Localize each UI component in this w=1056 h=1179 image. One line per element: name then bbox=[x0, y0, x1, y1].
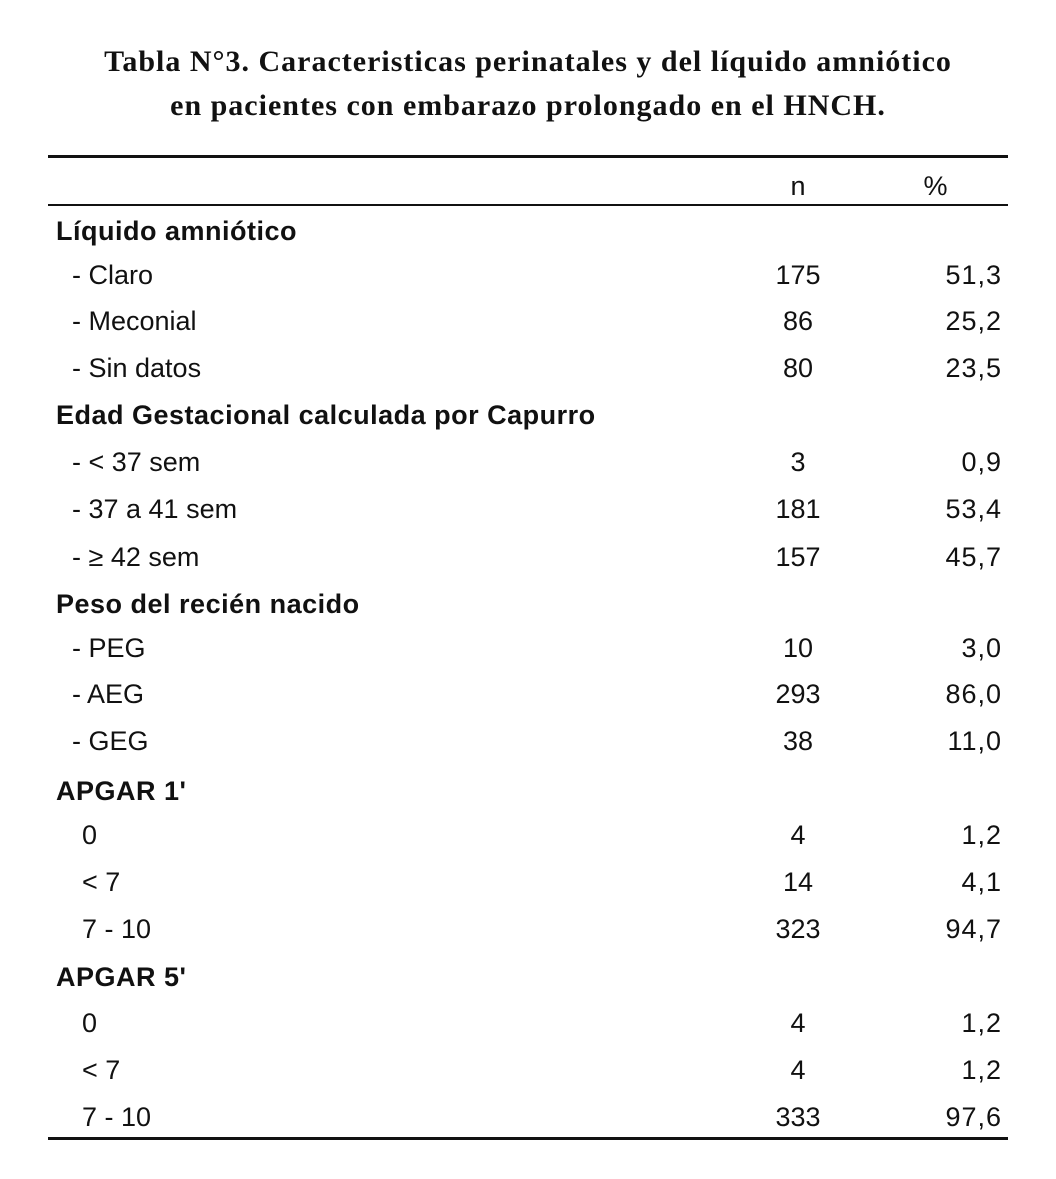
row-n: 4 bbox=[790, 1008, 806, 1038]
section-label: Peso del recién nacido bbox=[56, 589, 360, 619]
row-label: 7 - 10 bbox=[82, 914, 152, 944]
table-header-row bbox=[0, 166, 1056, 206]
row-n: 14 bbox=[782, 867, 814, 897]
section-row-apgar-5 bbox=[0, 957, 1056, 997]
row-percent: 86,0 bbox=[945, 679, 1002, 709]
row-label: 7 - 10 bbox=[82, 1102, 152, 1132]
row-label: - PEG bbox=[72, 633, 146, 663]
column-header-n: n bbox=[790, 171, 806, 201]
row-n: 323 bbox=[775, 914, 821, 944]
row-label: - Sin datos bbox=[72, 353, 202, 383]
table-row bbox=[0, 674, 1056, 714]
row-percent: 3,0 bbox=[961, 633, 1002, 663]
row-n: 293 bbox=[775, 679, 821, 709]
row-percent: 0,9 bbox=[961, 447, 1002, 477]
table-row bbox=[0, 815, 1056, 855]
table-top-rule bbox=[48, 155, 1008, 158]
section-label: Edad Gestacional calculada por Capurro bbox=[56, 400, 596, 430]
table-row bbox=[0, 442, 1056, 482]
row-label: - Meconial bbox=[72, 306, 197, 336]
row-label: 0 bbox=[82, 1008, 98, 1038]
table-row bbox=[0, 348, 1056, 388]
row-percent: 1,2 bbox=[961, 1055, 1002, 1085]
table-title-line-1: Tabla N°3. Caracteristicas perinatales y del líquido amniótico bbox=[104, 45, 952, 78]
row-percent: 1,2 bbox=[961, 1008, 1002, 1038]
row-percent: 53,4 bbox=[945, 494, 1002, 524]
row-percent: 97,6 bbox=[945, 1102, 1002, 1132]
row-label: < 7 bbox=[82, 1055, 121, 1085]
row-percent: 4,1 bbox=[961, 867, 1002, 897]
row-label: 0 bbox=[82, 820, 98, 850]
row-percent: 11,0 bbox=[947, 726, 1002, 756]
row-n: 38 bbox=[782, 726, 814, 756]
table-row bbox=[0, 628, 1056, 668]
row-label: - 37 a 41 sem bbox=[72, 494, 238, 524]
row-percent: 45,7 bbox=[945, 542, 1002, 572]
section-label: Líquido amniótico bbox=[56, 216, 297, 246]
column-header-percent: % bbox=[923, 171, 949, 201]
row-n: 175 bbox=[775, 260, 821, 290]
row-percent: 94,7 bbox=[945, 914, 1002, 944]
table-row bbox=[0, 909, 1056, 949]
row-n: 333 bbox=[775, 1102, 821, 1132]
row-label: < 7 bbox=[82, 867, 121, 897]
section-label: APGAR 1' bbox=[56, 776, 187, 806]
row-n: 86 bbox=[782, 306, 814, 336]
table-row bbox=[0, 489, 1056, 529]
table-row bbox=[0, 1097, 1056, 1137]
section-row-apgar-1 bbox=[0, 771, 1056, 811]
row-n: 4 bbox=[790, 1055, 806, 1085]
table-row bbox=[0, 1003, 1056, 1043]
row-percent: 1,2 bbox=[961, 820, 1002, 850]
section-row-edad-gestacional bbox=[0, 395, 1056, 435]
row-label: - AEG bbox=[72, 679, 145, 709]
row-n: 4 bbox=[790, 820, 806, 850]
table-row bbox=[0, 1050, 1056, 1090]
section-row-peso-recien-nacido bbox=[0, 584, 1056, 624]
row-n: 80 bbox=[782, 353, 814, 383]
row-n: 157 bbox=[775, 542, 821, 572]
table-row bbox=[0, 862, 1056, 902]
row-n: 3 bbox=[790, 447, 806, 477]
row-n: 181 bbox=[775, 494, 821, 524]
row-label: - GEG bbox=[72, 726, 149, 756]
row-label: - Claro bbox=[72, 260, 154, 290]
table-header-rule bbox=[48, 204, 1008, 206]
row-percent: 23,5 bbox=[945, 353, 1002, 383]
table-bottom-rule bbox=[48, 1137, 1008, 1140]
row-label: - < 37 sem bbox=[72, 447, 201, 477]
row-percent: 25,2 bbox=[945, 306, 1002, 336]
table-row bbox=[0, 255, 1056, 295]
table-row bbox=[0, 537, 1056, 577]
section-label: APGAR 5' bbox=[56, 962, 187, 992]
row-percent: 51,3 bbox=[945, 260, 1002, 290]
row-label: - ≥ 42 sem bbox=[72, 542, 200, 572]
table-row bbox=[0, 721, 1056, 761]
row-n: 10 bbox=[782, 633, 814, 663]
section-row-liquido-amniotico bbox=[0, 211, 1056, 251]
table-row bbox=[0, 301, 1056, 341]
table-title-line-2: en pacientes con embarazo prolongado en el HNCH. bbox=[170, 89, 886, 122]
